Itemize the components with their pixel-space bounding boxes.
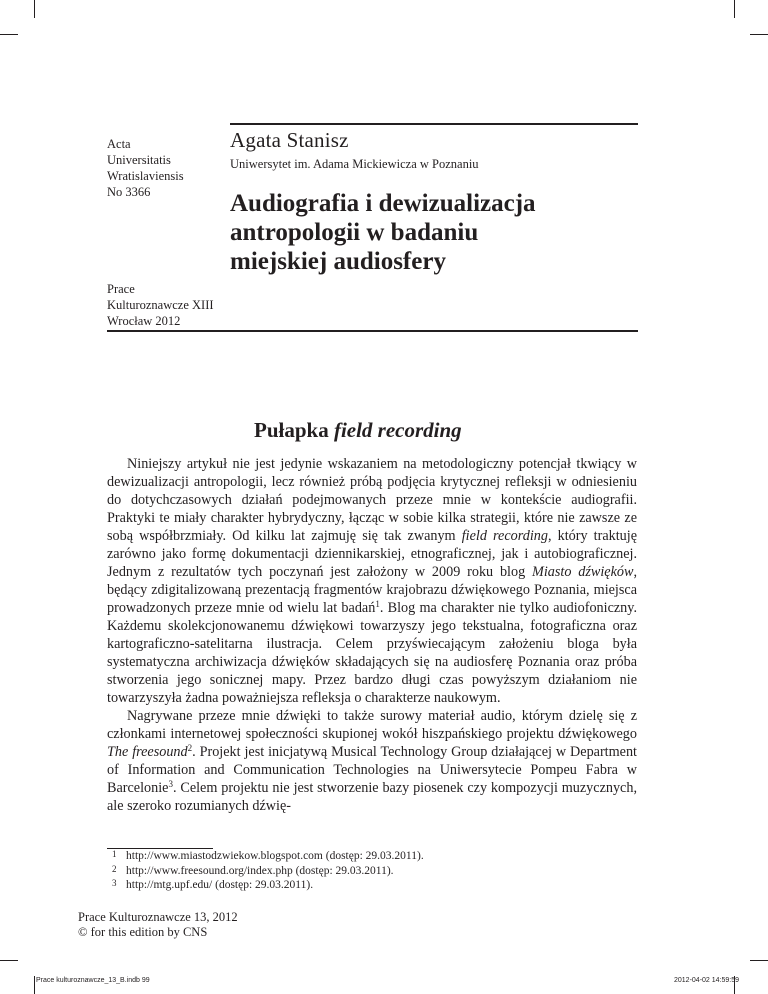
footer-copyright: © for this edition by CNS (78, 925, 208, 939)
heading-plain: Pułapka (254, 418, 334, 442)
crop-mark-top-right-h (750, 34, 768, 35)
footnotes (112, 849, 424, 893)
text-run: , będący zdigitalizowaną prezentacją fragmentów krajobrazu dźwiękowego Poznania, miejsca prowadzonych przeze mnie od wielu lat badań (107, 564, 637, 616)
footnote-number: 1 (112, 849, 117, 859)
top-rule (230, 123, 638, 125)
text-run: Niniejszy artykuł nie jest jedynie wskazaniem na metodologiczny potencjał tkwiący w dewizualizacji antropologii, lecz również próbą podjęcia krytycznej refleksji w odniesieniu do dotychczasowych działań podejmowanych przeze mnie w kontekście audiografii. Praktyki te miały charakter hybrydyczny, łącząc w sobie kilka strategii, które nie zawsze ze sobą współbrzmiały. Od kilku lat zajmuję się tak zwanym (107, 456, 637, 544)
text-run: , który traktuję zarówno jako formę dokumentacji dziennikarskiej, etnograficznej, jak i autobiograficznej. Jednym z rezultatów tych poczynań jest założony w 2009 roku blog (107, 528, 638, 580)
crop-mark-bottom-left-v (34, 976, 35, 994)
footnote-text: http://mtg.upf.edu/ (dostęp: 29.03.2011). (126, 879, 314, 891)
crop-mark-top-left-v (34, 0, 35, 18)
text-run: . Blog ma charakter nie tylko audiofoniczny. Każdemu skolekcjonowanemu dźwiękowi towarzyszy jego tekstualna, fotograficzna oraz kartograficzno-satelitarna ilustracja. Celem przyświecającym założeniu bloga była systematyczna archiwizacja dźwięków składających się na audiosferę Poznania oraz próba stworzenia jego sonicznej mapy. Przez bardzo długi czas powyższym działaniom nie towarzyszyła żadna poważniejsza refleksja o charakterze naukowym. (107, 600, 637, 706)
series-line: No 3366 (107, 185, 151, 199)
volume-line: Kulturoznawcze XIII (107, 298, 214, 312)
volume-line: Prace (107, 282, 135, 296)
footnote-ref: 3 (168, 779, 173, 789)
page-footer (78, 910, 238, 940)
title-line: Audiografia i dewizualizacja (230, 190, 536, 217)
footnote-ref: 2 (187, 743, 193, 753)
title-line: antropologii w badaniu (230, 219, 479, 246)
footnote (112, 878, 424, 893)
footnote (112, 849, 424, 864)
text-run: Nagrywane przeze mnie dźwięki to także surowy materiał audio, którym dzielę się z członkami internetowej społeczności skupionej wokół hiszpańskiego projektu dźwiękowego (107, 708, 637, 742)
author-name: Agata Stanisz (230, 128, 349, 152)
series-line: Universitatis (107, 153, 171, 167)
crop-mark-top-right-v (734, 0, 735, 18)
article-body (107, 455, 637, 815)
slug-timestamp: 2012-04-02 14:59:59 (674, 977, 739, 984)
crop-mark-top-left-h (0, 34, 18, 35)
bottom-rule (107, 330, 638, 332)
series-line: Wratislaviensis (107, 169, 184, 183)
footnote-text: http://www.freesound.org/index.php (dostęp: 29.03.2011). (126, 864, 394, 877)
footnote-number: 3 (112, 878, 117, 888)
footnote-number: 2 (112, 863, 117, 874)
series-line: Acta (107, 137, 131, 151)
title-line: miejskiej audiosfery (230, 248, 446, 275)
paragraph (107, 707, 637, 815)
section-heading (254, 418, 462, 443)
slug-filename: Prace kulturoznawcze_13_B.indb 99 (36, 977, 150, 984)
footnote-ref: 1 (375, 599, 380, 609)
footer-journal: Prace Kulturoznawcze 13, 2012 (78, 910, 238, 924)
italic-term: field recording (461, 528, 548, 544)
article-title (230, 189, 536, 276)
italic-term: Miasto dźwięków (532, 564, 634, 580)
paragraph (107, 455, 637, 707)
italic-term: The freesound (107, 744, 188, 760)
footnote (112, 863, 424, 879)
volume-line: Wrocław 2012 (107, 314, 181, 328)
series-info (107, 136, 184, 200)
author-affiliation: Uniwersytet im. Adama Mickiewicza w Poznaniu (230, 157, 479, 171)
volume-info (107, 281, 214, 329)
text-run: . Celem projektu nie jest stworzenie bazy piosenek czy kompozycji muzycznych, ale szeroko rozumianych dźwię- (107, 780, 637, 814)
crop-mark-bottom-left-h (0, 960, 18, 961)
text-run: . Projekt jest inicjatywą Musical Technology Group działającej w Department of Information and Communication Technologies na Uniwersytecie Pompeu Fabra w Barcelonie (107, 744, 637, 796)
crop-mark-bottom-right-h (750, 960, 768, 961)
heading-italic: field recording (333, 418, 462, 442)
footnote-text: http://www.miastodzwiekow.blogspot.com (dostęp: 29.03.2011). (126, 850, 424, 862)
